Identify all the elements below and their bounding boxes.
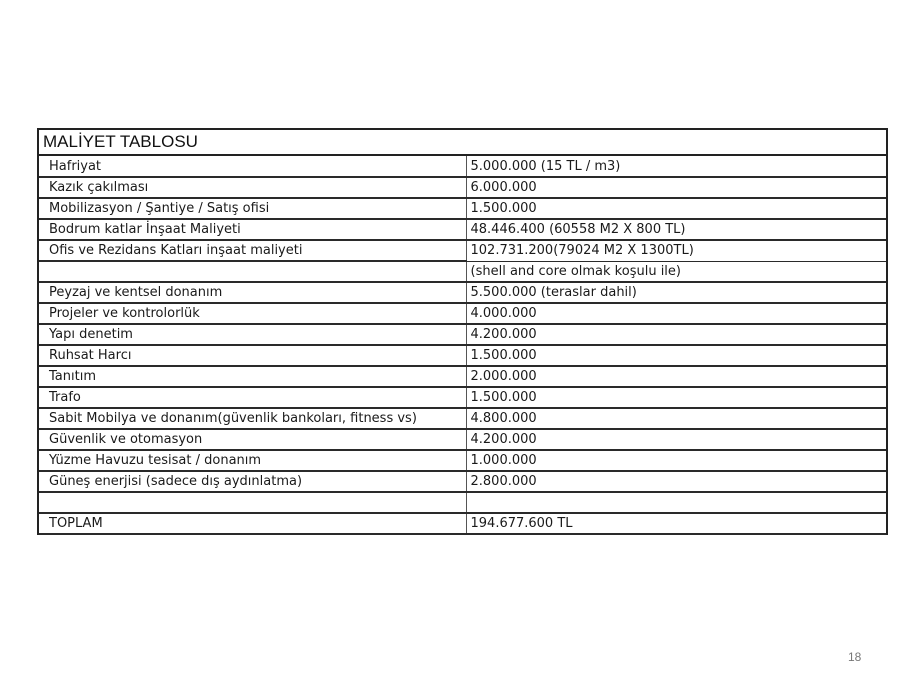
table-title: MALİYET TABLOSU xyxy=(39,130,886,156)
table-row xyxy=(39,261,886,282)
row-value: 48.446.400 (60558 M2 X 800 TL) xyxy=(466,219,886,240)
row-value: 1.500.000 xyxy=(466,345,886,366)
row-value: 1.500.000 xyxy=(466,198,886,219)
row-value: 4.200.000 xyxy=(466,324,886,345)
page-number: 18 xyxy=(848,650,862,664)
table-row xyxy=(39,303,886,324)
row-label: Kazık çakılması xyxy=(39,177,466,198)
row-label: Tanıtım xyxy=(39,366,466,387)
table-row xyxy=(39,408,886,429)
row-label: Trafo xyxy=(39,387,466,408)
row-value: 5.500.000 (teraslar dahil) xyxy=(466,282,886,303)
row-label: Ofis ve Rezidans Katları inşaat maliyeti xyxy=(39,240,466,261)
row-label xyxy=(39,261,466,282)
row-label xyxy=(39,492,466,513)
row-label: Hafriyat xyxy=(39,156,466,177)
table-row xyxy=(39,324,886,345)
table-row xyxy=(39,156,886,177)
row-value: 4.200.000 xyxy=(466,429,886,450)
row-label: Güvenlik ve otomasyon xyxy=(39,429,466,450)
row-value: 2.800.000 xyxy=(466,471,886,492)
table-row xyxy=(39,492,886,513)
cost-table-container xyxy=(37,128,888,535)
row-label: Peyzaj ve kentsel donanım xyxy=(39,282,466,303)
row-value: 6.000.000 xyxy=(466,177,886,198)
table-row xyxy=(39,366,886,387)
table-row xyxy=(39,198,886,219)
total-label: TOPLAM xyxy=(39,513,466,534)
row-label: Sabit Mobilya ve donanım(güvenlik bankoları, fitness vs) xyxy=(39,408,466,429)
row-value: 5.000.000 (15 TL / m3) xyxy=(466,156,886,177)
table-row xyxy=(39,387,886,408)
row-value: 1.000.000 xyxy=(466,450,886,471)
total-value: 194.677.600 TL xyxy=(466,513,886,534)
row-value: 102.731.200(79024 M2 X 1300TL) xyxy=(466,240,886,261)
row-value: 4.000.000 xyxy=(466,303,886,324)
row-value xyxy=(466,492,886,513)
row-value: 2.000.000 xyxy=(466,366,886,387)
row-label: Yüzme Havuzu tesisat / donanım xyxy=(39,450,466,471)
cost-table xyxy=(39,156,886,535)
row-label: Güneş enerjisi (sadece dış aydınlatma) xyxy=(39,471,466,492)
row-value: 4.800.000 xyxy=(466,408,886,429)
row-value: 1.500.000 xyxy=(466,387,886,408)
table-row xyxy=(39,429,886,450)
table-row xyxy=(39,219,886,240)
table-row xyxy=(39,471,886,492)
table-row xyxy=(39,240,886,261)
row-label: Mobilizasyon / Şantiye / Satış ofisi xyxy=(39,198,466,219)
table-row xyxy=(39,177,886,198)
table-row xyxy=(39,450,886,471)
row-label: Projeler ve kontrolorlük xyxy=(39,303,466,324)
row-label: Yapı denetim xyxy=(39,324,466,345)
row-value: (shell and core olmak koşulu ile) xyxy=(466,261,886,282)
table-row xyxy=(39,282,886,303)
row-label: Bodrum katlar İnşaat Maliyeti xyxy=(39,219,466,240)
table-row xyxy=(39,345,886,366)
total-row xyxy=(39,513,886,534)
row-label: Ruhsat Harcı xyxy=(39,345,466,366)
